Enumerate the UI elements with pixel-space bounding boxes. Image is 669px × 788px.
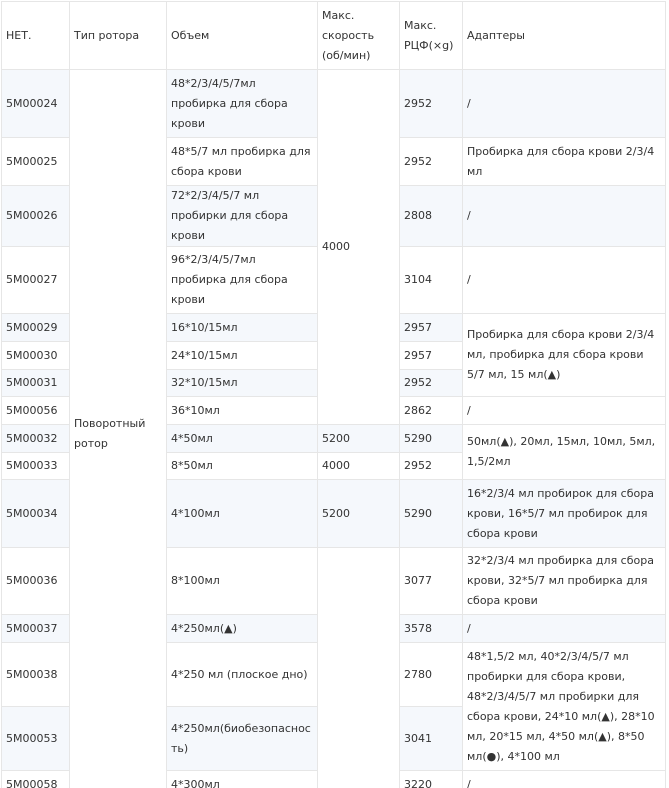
cell-adapter: 50мл(▲), 20мл, 15мл, 10мл, 5мл, 1,5/2мл	[463, 425, 666, 480]
cell-max-speed: 4000	[318, 453, 400, 480]
cell-max-speed: 5200	[318, 425, 400, 453]
cell-volume: 4*250мл(биобезопасность)	[167, 707, 318, 771]
cell-rcf: 2952	[400, 370, 463, 397]
cell-adapter: /	[463, 247, 666, 314]
cell-rcf: 2957	[400, 314, 463, 342]
cell-max-speed	[318, 548, 400, 788]
cell-id: 5M00034	[2, 480, 70, 548]
cell-volume: 8*100мл	[167, 548, 318, 615]
cell-volume: 4*300мл	[167, 771, 318, 788]
cell-rcf: 2862	[400, 397, 463, 425]
cell-rcf: 3077	[400, 548, 463, 615]
cell-adapter: /	[463, 70, 666, 138]
cell-rcf: 3041	[400, 707, 463, 771]
header-max-speed: Макс. скорость (об/мин)	[318, 2, 400, 70]
cell-volume: 4*100мл	[167, 480, 318, 548]
header-rotor-type: Тип ротора	[70, 2, 167, 70]
cell-volume: 4*250 мл (плоское дно)	[167, 643, 318, 707]
cell-adapter: /	[463, 615, 666, 643]
cell-adapter: /	[463, 397, 666, 425]
cell-adapter: Пробирка для сбора крови 2/3/4 мл	[463, 138, 666, 186]
cell-volume: 36*10мл	[167, 397, 318, 425]
cell-rcf: 3220	[400, 771, 463, 788]
cell-rcf: 5290	[400, 425, 463, 453]
cell-id: 5M00056	[2, 397, 70, 425]
cell-max-speed: 5200	[318, 480, 400, 548]
cell-id: 5M00027	[2, 247, 70, 314]
cell-id: 5M00026	[2, 186, 70, 247]
rotor-spec-table	[1, 1, 666, 788]
cell-id: 5M00024	[2, 70, 70, 138]
cell-volume: 32*10/15мл	[167, 370, 318, 397]
cell-volume: 4*50мл	[167, 425, 318, 453]
header-max-rcf: Макс. РЦФ(×g)	[400, 2, 463, 70]
header-adapters: Адаптеры	[463, 2, 666, 70]
cell-volume: 48*2/3/4/5/7мл пробирка для сбора крови	[167, 70, 318, 138]
cell-volume: 8*50мл	[167, 453, 318, 480]
cell-id: 5M00058	[2, 771, 70, 788]
cell-rcf: 2957	[400, 342, 463, 370]
cell-rcf: 2952	[400, 70, 463, 138]
cell-id: 5M00033	[2, 453, 70, 480]
cell-id: 5M00032	[2, 425, 70, 453]
cell-id: 5M00038	[2, 643, 70, 707]
cell-rcf: 3104	[400, 247, 463, 314]
cell-id: 5M00053	[2, 707, 70, 771]
cell-id: 5M00036	[2, 548, 70, 615]
cell-id: 5M00029	[2, 314, 70, 342]
cell-volume: 72*2/3/4/5/7 мл пробирки для сбора крови	[167, 186, 318, 247]
cell-volume: 48*5/7 мл пробирка для сбора крови	[167, 138, 318, 186]
cell-volume: 24*10/15мл	[167, 342, 318, 370]
cell-adapter: 32*2/3/4 мл пробирка для сбора крови, 32*5/7 мл пробирка для сбора крови	[463, 548, 666, 615]
cell-rcf: 3578	[400, 615, 463, 643]
header-volume: Объем	[167, 2, 318, 70]
cell-adapter: 48*1,5/2 мл, 40*2/3/4/5/7 мл пробирки для сбора крови, 48*2/3/4/5/7 мл пробирки для сбора крови, 24*10 мл(▲), 28*10 мл, 20*15 мл, 4*50 мл(▲), 8*50 мл(●), 4*100 мл	[463, 643, 666, 771]
header-id: НЕТ.	[2, 2, 70, 70]
table-row	[2, 70, 666, 138]
cell-rcf: 2952	[400, 453, 463, 480]
cell-volume: 96*2/3/4/5/7мл пробирка для сбора крови	[167, 247, 318, 314]
cell-id: 5M00030	[2, 342, 70, 370]
table-header-row	[2, 2, 666, 70]
cell-rcf: 2808	[400, 186, 463, 247]
cell-adapter: Пробирка для сбора крови 2/3/4 мл, пробирка для сбора крови 5/7 мл, 15 мл(▲)	[463, 314, 666, 397]
cell-rcf: 5290	[400, 480, 463, 548]
cell-volume: 16*10/15мл	[167, 314, 318, 342]
cell-rcf: 2780	[400, 643, 463, 707]
cell-id: 5M00025	[2, 138, 70, 186]
cell-id: 5M00037	[2, 615, 70, 643]
cell-rcf: 2952	[400, 138, 463, 186]
cell-id: 5M00031	[2, 370, 70, 397]
cell-volume: 4*250мл(▲)	[167, 615, 318, 643]
cell-adapter: /	[463, 771, 666, 788]
cell-max-speed: 4000	[318, 70, 400, 425]
cell-rotor-type: Поворотный ротор	[70, 70, 167, 788]
cell-adapter: 16*2/3/4 мл пробирок для сбора крови, 16*5/7 мл пробирок для сбора крови	[463, 480, 666, 548]
cell-adapter: /	[463, 186, 666, 247]
